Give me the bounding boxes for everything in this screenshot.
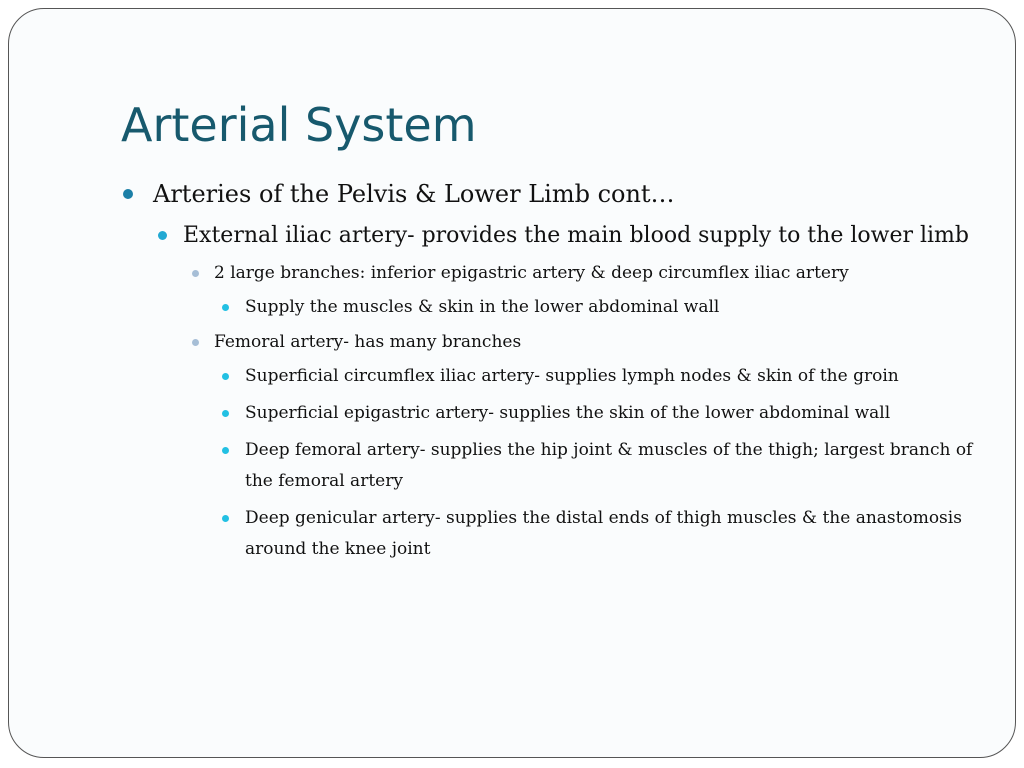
bullet-item	[121, 326, 981, 359]
bullet-text: Femoral artery- has many branches	[214, 332, 522, 352]
bullet-item	[121, 257, 981, 290]
bullet-dot-icon	[158, 231, 167, 240]
slide-title: Arterial System	[121, 98, 477, 152]
bullet-dot-icon	[192, 270, 199, 277]
bullet-dot-icon	[222, 410, 229, 417]
bullet-text: Superficial epigastric artery- supplies the skin of the lower abdominal wall	[245, 403, 891, 423]
bullet-dot-icon	[123, 189, 133, 199]
bullet-dot-icon	[222, 447, 229, 454]
bullet-text: Deep genicular artery- supplies the distal ends of thigh muscles & the anastomosis around the knee joint	[245, 508, 962, 559]
bullet-item	[121, 503, 981, 565]
bullet-text: Arteries of the Pelvis & Lower Limb cont…	[153, 180, 675, 208]
bullet-item	[121, 435, 981, 497]
bullet-text: External iliac artery- provides the main blood supply to the lower limb	[183, 223, 969, 248]
slide-frame	[8, 8, 1016, 758]
bullet-item	[121, 398, 981, 429]
bullet-text: Superficial circumflex iliac artery- supplies lymph nodes & skin of the groin	[245, 366, 899, 386]
bullet-text: Supply the muscles & skin in the lower abdominal wall	[245, 297, 720, 317]
bullet-dot-icon	[222, 304, 229, 311]
bullet-dot-icon	[222, 515, 229, 522]
bullet-item	[121, 361, 981, 392]
bullet-item	[121, 217, 981, 254]
bullet-text: 2 large branches: inferior epigastric artery & deep circumflex iliac artery	[214, 263, 849, 283]
bullet-item	[121, 175, 981, 213]
bullet-list	[121, 175, 981, 565]
bullet-text: Deep femoral artery- supplies the hip joint & muscles of the thigh; largest branch of the femoral artery	[245, 440, 973, 491]
bullet-item	[121, 292, 981, 323]
bullet-dot-icon	[192, 339, 199, 346]
bullet-dot-icon	[222, 373, 229, 380]
